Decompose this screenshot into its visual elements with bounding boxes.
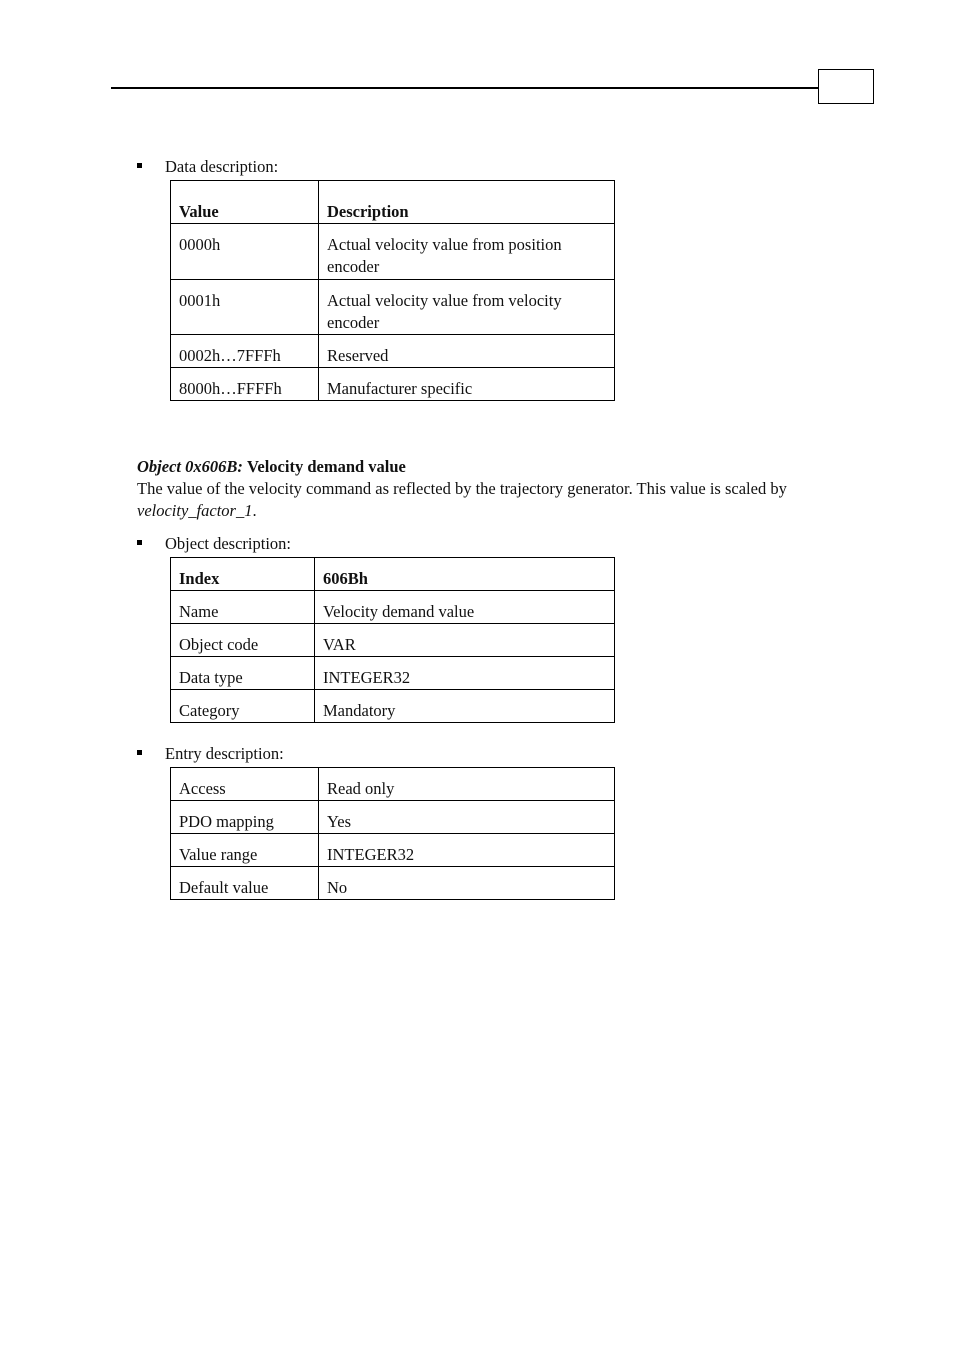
bullet-label: Object description:	[165, 534, 292, 553]
bullet-label: Data description:	[165, 157, 279, 176]
cell-value: 606Bh	[315, 558, 615, 591]
page-number-box	[818, 69, 874, 104]
table-row	[171, 867, 615, 900]
cell-description: Reserved	[319, 335, 615, 368]
bullet-label: Entry description:	[165, 744, 284, 763]
cell-value: 0001h	[171, 279, 319, 335]
bullet-marker	[137, 540, 142, 545]
cell-key: PDO mapping	[171, 801, 319, 834]
cell-value: INTEGER32	[319, 834, 615, 867]
description-text: The value of the velocity command as reflected by the trajectory generator. This value is scaled by	[137, 479, 787, 498]
cell-value: INTEGER32	[315, 657, 615, 690]
cell-value: Read only	[319, 768, 615, 801]
header-rule	[111, 87, 819, 89]
cell-key: Object code	[171, 624, 315, 657]
cell-description: Actual velocity value from position encoder	[319, 224, 615, 280]
table-row	[171, 335, 615, 368]
cell-value: 0002h…7FFFh	[171, 335, 319, 368]
entry-description-table	[170, 767, 615, 900]
object-title: Velocity demand value	[246, 457, 406, 476]
cell-value: 0000h	[171, 224, 319, 280]
table-header-row	[171, 181, 615, 224]
object-description-table	[170, 557, 615, 723]
cell-value: Mandatory	[315, 690, 615, 723]
description-end: .	[252, 501, 257, 521]
table-row	[171, 224, 615, 280]
table-row	[171, 591, 615, 624]
table-row	[171, 279, 615, 335]
cell-key: Access	[171, 768, 319, 801]
cell-key: Data type	[171, 657, 315, 690]
table-row	[171, 690, 615, 723]
cell-value: Velocity demand value	[315, 591, 615, 624]
object-description-paragraph	[137, 478, 827, 523]
data-description-table	[170, 180, 615, 401]
cell-description: Actual velocity value from velocity encoder	[319, 279, 615, 335]
cell-value: VAR	[315, 624, 615, 657]
cell-key: Value range	[171, 834, 319, 867]
bullet-marker	[137, 163, 142, 168]
cell-key: Name	[171, 591, 315, 624]
header-value: Value	[171, 181, 319, 224]
header-description: Description	[319, 181, 615, 224]
cell-value: No	[319, 867, 615, 900]
cell-value: Yes	[319, 801, 615, 834]
cell-key: Category	[171, 690, 315, 723]
table-row	[171, 834, 615, 867]
table-row	[171, 657, 615, 690]
object-label: Object 0x606B:	[137, 457, 243, 476]
cell-value: 8000h…FFFFh	[171, 368, 319, 401]
object-heading	[137, 456, 406, 478]
table-row	[171, 368, 615, 401]
table-row	[171, 801, 615, 834]
bullet-marker	[137, 750, 142, 755]
table-row	[171, 558, 615, 591]
cell-description: Manufacturer specific	[319, 368, 615, 401]
cell-key: Index	[171, 558, 315, 591]
cell-key: Default value	[171, 867, 319, 900]
table-row	[171, 768, 615, 801]
description-variable: velocity_factor_1	[137, 501, 253, 521]
table-row	[171, 624, 615, 657]
